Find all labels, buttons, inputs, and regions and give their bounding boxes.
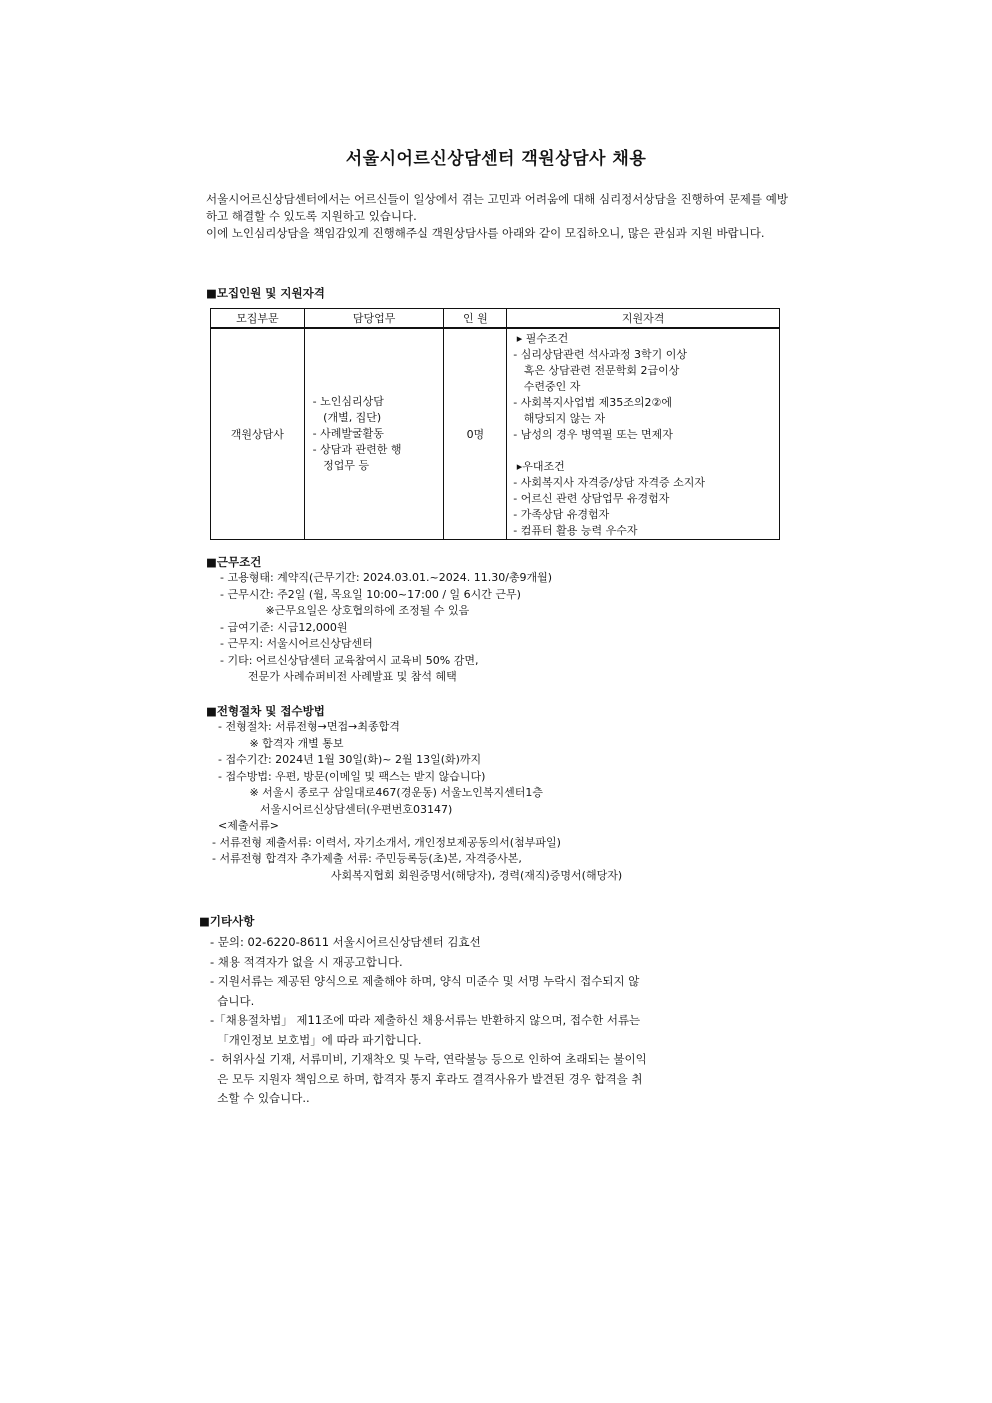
conditions-line: - 근무시간: 주2일 (월, 목요일 10:00~17:00 / 일 6시간 근무): [220, 587, 521, 601]
conditions-list: [220, 570, 552, 686]
etc-line: 「개인정보 보호법」에 따라 파기합니다.: [210, 1032, 422, 1047]
qualification-line: - 컴퓨터 활용 능력 우수자: [513, 524, 638, 537]
count-cell: 0명: [444, 328, 507, 540]
duty-line: - 사례발굴활동: [312, 427, 384, 440]
header-category: 모집부문: [211, 309, 305, 329]
qualification-line: - 남성의 경우 병역필 또는 면제자: [513, 428, 673, 441]
conditions-line: - 기타: 어르신상담센터 교육참여시 교육비 50% 감면,: [220, 653, 479, 667]
category-cell: 객원상담사: [211, 328, 305, 540]
qualification-line: - 어르신 관련 상담업무 유경험자: [513, 492, 670, 505]
procedure-line: - 전형절차: 서류전형→면접→최종합격: [218, 720, 400, 733]
procedure-list: [212, 719, 623, 884]
duty-line: (개별, 집단): [312, 411, 382, 424]
etc-line: - 문의: 02-6220-8611 서울시어르신상담센터 김효선: [210, 935, 481, 949]
etc-list: [210, 933, 647, 1109]
etc-heading: ■기타사항: [199, 914, 255, 928]
etc-line: - 허위사실 기재, 서류미비, 기재착오 및 누락, 연락불능 등으로 인하여 초래되는 불이익: [210, 1052, 647, 1066]
recruitment-table: [210, 308, 780, 540]
etc-line: - 채용 적격자가 없을 시 재공고합니다.: [210, 954, 403, 969]
table-row: [211, 328, 780, 540]
qualification-line: ▸ 필수조건: [513, 332, 569, 345]
etc-line: 은 모두 지원자 책임으로 하며, 합격자 통지 후라도 결격사유가 발견된 경우 합격을 취: [210, 1071, 643, 1086]
duty-line: - 상담과 관련한 행: [312, 443, 402, 456]
header-count: 인 원: [444, 309, 507, 329]
conditions-line: 전문가 사례슈퍼비전 사례발표 및 참석 혜택: [220, 670, 457, 683]
qualification-line: - 심리상담관련 석사과정 3학기 이상: [513, 348, 687, 361]
procedure-line: - 접수기간: 2024년 1월 30일(화)~ 2월 13일(화)까지: [218, 753, 482, 766]
intro-paragraph: 이에 노인심리상담을 책임감있게 진행해주실 객원상담사를 아래와 같이 모집하오니, 많은 관심과 지원 바랍니다.: [206, 226, 765, 240]
qualification-line: 해당되지 않는 자: [513, 412, 606, 425]
qualification-line: 수련중인 자: [513, 380, 581, 393]
procedure-line: - 서류전형 합격자 추가제출 서류: 주민등록등(초)본, 자격증사본,: [212, 852, 522, 865]
conditions-heading: ■근무조건: [206, 555, 262, 569]
intro-section: [206, 191, 788, 242]
procedure-line: 서울시어르신상담센터(우편번호03147): [218, 802, 453, 816]
conditions-line: ※근무요일은 상호협의하에 조정될 수 있음: [220, 604, 470, 617]
procedure-line: <제출서류>: [218, 819, 279, 832]
recruitment-heading: ■모집인원 및 지원자격: [206, 286, 325, 300]
qualification-line: ▸우대조건: [513, 460, 565, 473]
duty-line: 정업무 등: [312, 459, 370, 472]
header-duties: 담당업무: [304, 309, 444, 329]
duties-cell: [304, 328, 444, 540]
procedure-line: 사회복지협회 회원증명서(해당자), 경력(재직)증명서(해당자): [212, 868, 623, 882]
table-header-row: [211, 309, 780, 329]
conditions-line: - 고용형태: 계약직(근무기간: 2024.03.01.~2024. 11.30/총9개월): [220, 571, 553, 584]
etc-line: - 지원서류는 제공된 양식으로 제출해야 하며, 양식 미준수 및 서명 누락시 접수되지 않: [210, 974, 640, 988]
qualification-line: - 가족상담 유경험자: [513, 508, 610, 521]
procedure-line: - 접수방법: 우편, 방문(이메일 및 팩스는 받지 않습니다): [218, 769, 486, 783]
qualification-line: 혹은 상담관련 전문학회 2급이상: [513, 364, 680, 377]
header-qualifications: 지원자격: [507, 309, 780, 329]
qualification-line: - 사회복지사 자격증/상담 자격증 소지자: [513, 476, 705, 489]
procedure-line: ※ 합격자 개별 통보: [218, 736, 344, 750]
qualification-line: - 사회복지사업법 제35조의2②에: [513, 396, 672, 409]
conditions-line: - 근무지: 서울시어르신상담센터: [220, 637, 373, 650]
etc-line: 습니다.: [210, 993, 255, 1008]
procedure-heading: ■전형절차 및 접수방법: [206, 704, 325, 718]
etc-line: -「채용절차법」 제11조에 따라 제출하신 채용서류는 반환하지 않으며, 접수한 서류는: [210, 1013, 641, 1027]
intro-paragraph: 서울시어르신상담센터에서는 어르신들이 일상에서 겪는 고민과 어려움에 대해 심리정서상담을 진행하여 문제를 예방하고 해결할 수 있도록 지원하고 있습니다.: [206, 192, 788, 223]
etc-line: 소할 수 있습니다..: [210, 1091, 310, 1105]
procedure-line: ※ 서울시 종로구 삼일대로467(경운동) 서울노인복지센터1층: [218, 786, 544, 799]
qualification-spacer: [513, 443, 775, 459]
page-title: 서울시어르신상담센터 객원상담사 채용: [345, 149, 647, 169]
duty-line: - 노인심리상담: [312, 395, 384, 408]
conditions-line: - 급여기준: 시급12,000원: [220, 620, 348, 634]
qualifications-cell: [507, 328, 780, 540]
procedure-line: - 서류전형 제출서류: 이력서, 자기소개서, 개인정보제공동의서(첨부파일): [212, 835, 561, 849]
